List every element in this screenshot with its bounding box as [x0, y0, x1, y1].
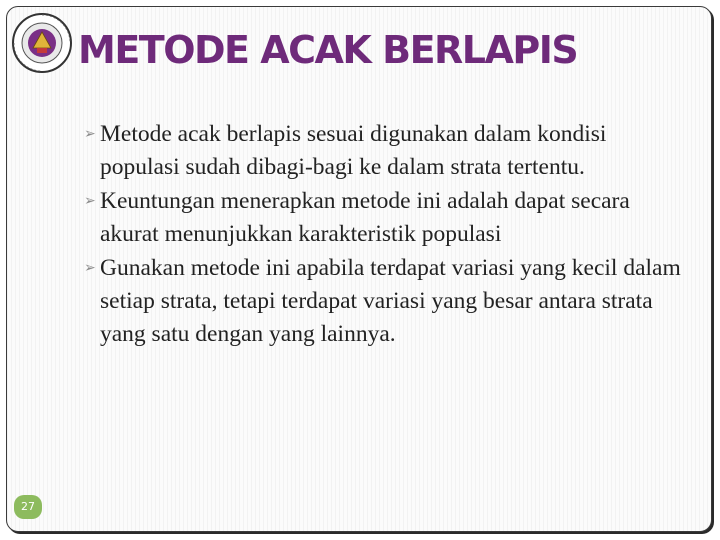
bullet-text: Keuntungan menerapkan metode ini adalah dapat secara akurat menunjukkan karakteristik populasi — [100, 187, 630, 248]
university-seal-icon — [11, 12, 73, 74]
list-item — [84, 252, 684, 352]
arrow-bullet-icon: ➢ — [84, 260, 96, 276]
list-item — [84, 185, 684, 252]
list-item — [84, 118, 684, 185]
page-number-badge: 27 — [14, 495, 42, 519]
bullet-text: Gunakan metode ini apabila terdapat variasi yang kecil dalam setiap strata, tetapi terdapat variasi yang besar antara strata yang satu dengan yang lainnya. — [100, 254, 681, 348]
arrow-bullet-icon: ➢ — [84, 193, 96, 209]
slide-title: METODE ACAK BERLAPIS — [78, 28, 578, 72]
bullet-text: Metode acak berlapis sesuai digunakan dalam kondisi populasi sudah dibagi-bagi ke dalam strata tertentu. — [100, 121, 607, 181]
arrow-bullet-icon: ➢ — [84, 127, 96, 142]
bullet-list — [84, 118, 684, 352]
